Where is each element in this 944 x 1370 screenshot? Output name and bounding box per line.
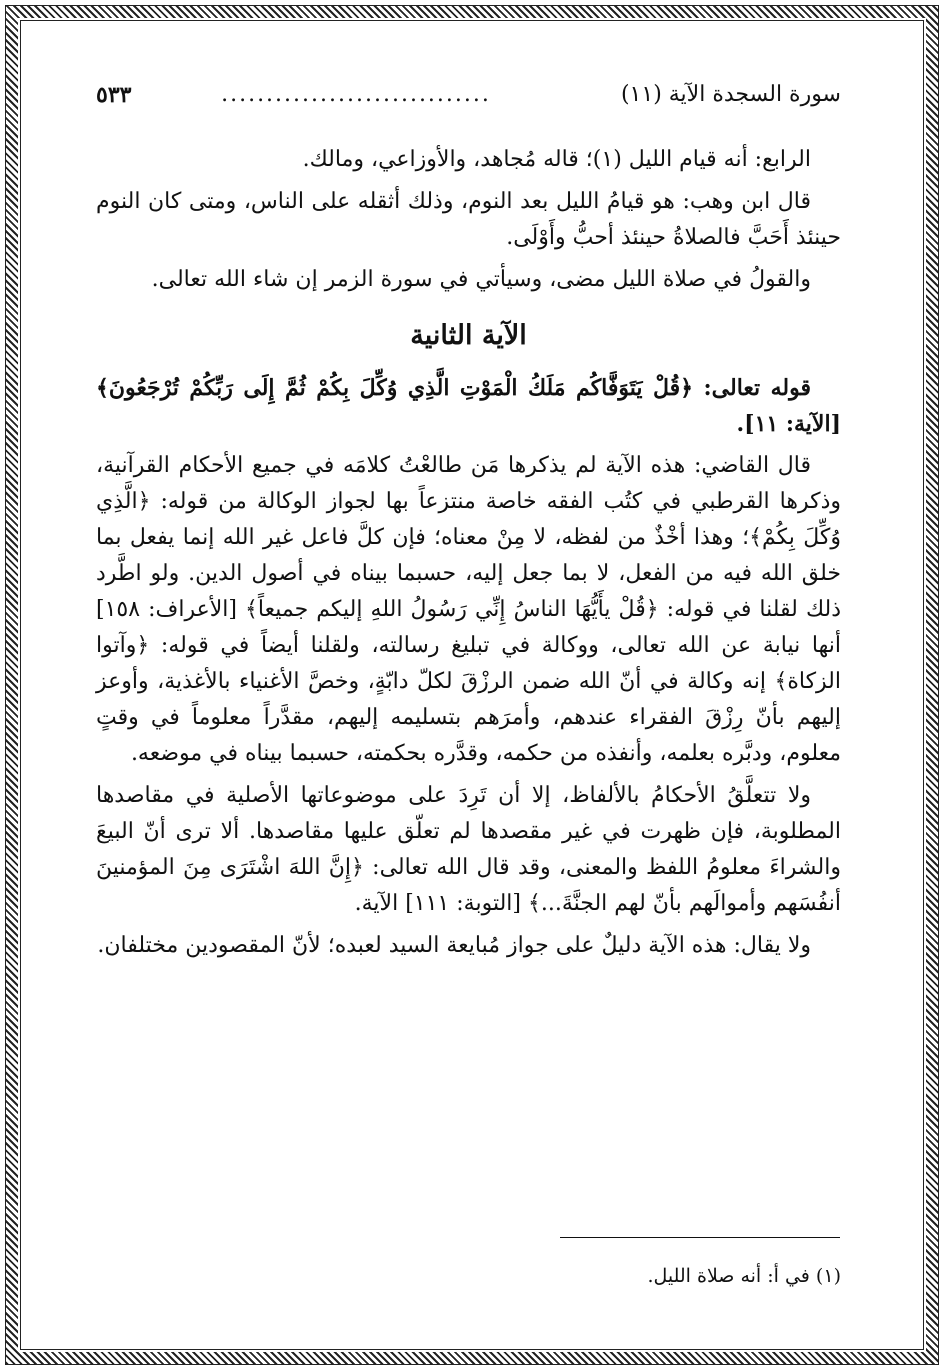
footnote: (١) في أ: أنه صلاة الليل. <box>647 1265 841 1287</box>
paragraph-2: قال ابن وهب: هو قيامُ الليل بعد النوم، وذلك أثقله على الناس، ومتى كان النوم حينئذ أَحَبَّ فالصلاةُ حينئذ أحبُّ وأَوْلَى. <box>96 189 841 250</box>
header-title: سورة السجدة الآية (١١) <box>620 82 841 107</box>
paragraph-1: الرابع: أنه قيام الليل (١)؛ قاله مُجاهد، والأوزاعي، ومالك. <box>302 147 811 172</box>
paragraph-3: والقولُ في صلاة الليل مضى، وسيأتي في سورة الزمر إن شاء الله تعالى. <box>151 267 811 292</box>
header-leader-dots: .............................. <box>221 82 491 107</box>
footnote-separator <box>560 1237 840 1238</box>
commentary-paragraph-2: ولا تتعلَّقُ الأحكامُ بالألفاظ، إلا أن تَرِدَ على موضوعاتها الأصلية في مقاصدها المطلوبة، فإن ظهرت في غير مقصدها لم تعلّق عليها مقاصدها. ألا ترى أنّ البيعَ والشراءَ معلومُ اللفظ والمعنى، وقد قال الله تعالى: ﴿إِنَّ اللهَ اشْتَرَى مِنَ المؤمنينَ أنفُسَهم وأموالَهم بأنّ لهم الجنَّةَ...﴾ [التوبة: ١١١] الآية. <box>96 783 841 916</box>
verse-paragraph: قوله تعالى: ﴿قُلْ يَتَوَفَّاكُم مَلَكُ الْمَوْتِ الَّذِي وُكِّلَ بِكُمْ ثُمَّ إِلَى رَبِّكُمْ تُرْجَعُونَ﴾ [الآية: ١١]. <box>96 375 841 437</box>
page-body <box>96 142 841 970</box>
page-number: ٥٣٣ <box>96 82 132 108</box>
section-heading: الآية الثانية <box>410 320 527 351</box>
commentary-paragraph-1: قال القاضي: هذه الآية لم يذكرها مَن طالعْتُ كلامَه في جميع الأحكام القرآنية، وذكرها القرطبي في كتُب الفقه خاصة منتزعاً بها لجواز الوكالة من قوله: ﴿الَّذِي وُكِّلَ بِكُمْ﴾؛ وهذا أخْذٌ من لفظه، لا مِنْ معناه؛ فإن كلَّ فاعل غير الله إنما يفعل بما خلق الله فيه من الفعل، لا بما جعل إليه، حسبما بيناه في أصول الدين. ولو اطَّرد ذلك لقلنا في قوله: ﴿قُلْ يأَيُّهَا الناسُ إِنِّي رَسُولُ اللهِ إليكم جميعاً﴾ [الأعراف: ١٥٨] أنها نيابة عن الله تعالى، ووكالة في تبليغ رسالته، ولقلنا أيضاً في قوله: ﴿وآتوا الزكاة﴾ إنه وكالة في أنّ الله ضمن الرزْقَ لكلّ دابّةٍ، وخصَّ الأغنياء بالأغذية، وأوعز إليهم بأنّ رِزْقَ الفقراء عندهم، وأمرَهم بتسليمه إليهم، مقدَّراً معلوماً في وقتٍ معلوم، ودبَّره بعلمه، وأنفذه من حكمه، وقدَّره بحكمته، حسبما بيناه في موضعه. <box>96 453 841 766</box>
running-header <box>96 78 841 112</box>
commentary-paragraph-3: ولا يقال: هذه الآية دليلٌ على جواز مُبايعة السيد لعبده؛ لأنّ المقصودين مختلفان. <box>97 933 811 958</box>
